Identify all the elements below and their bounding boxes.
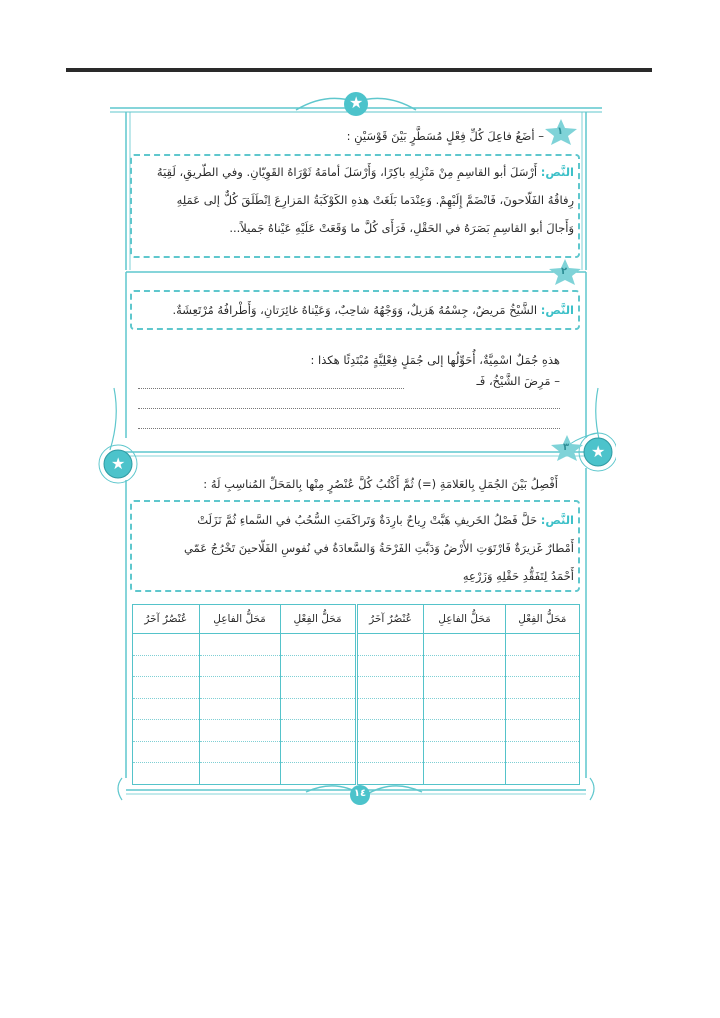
answer-line[interactable] (138, 388, 404, 389)
table-cell[interactable] (199, 677, 280, 699)
exercise-3-number: ٣ (563, 442, 570, 453)
table-cell[interactable] (356, 698, 424, 720)
exercise-1-text-line-2: رِفاقُهُ الفَلّاحونَ، فَانْضَمَّ إِلَيْهِمْ. وَعِنْدَما بَلَغَتْ هذهِ الكَوْكَبَةُ المَزارِعَ اِنْطَلَقَ كُلٌّ إلى عَمَلِهِ (176, 193, 574, 207)
answer-table (132, 604, 580, 785)
table-row (133, 634, 580, 656)
table-cell[interactable] (356, 741, 424, 763)
table-cell[interactable] (133, 741, 200, 763)
exercise-3-text-line-2: أَمْطارٌ غَزيرَةٌ فَارْتَوَتِ الأَرْضُ وَدَبَّتِ الفَرْحَةُ وَالسَّعادَةُ في نُفوسِ الفَلّاحينَ تَخْرُجُ عَمّي (183, 541, 574, 555)
table-cell[interactable] (280, 677, 356, 699)
text-label: النَّص: (540, 165, 574, 179)
table-cell[interactable] (133, 634, 200, 656)
header-other: عُنْصُرٌ آخَرُ (133, 605, 200, 634)
table-cell[interactable] (424, 677, 505, 699)
table-cell[interactable] (133, 720, 200, 742)
table-cell[interactable] (133, 763, 200, 785)
table-cell[interactable] (424, 698, 505, 720)
table-cell[interactable] (280, 634, 356, 656)
table-cell[interactable] (199, 634, 280, 656)
table-cell[interactable] (424, 741, 505, 763)
text-line: حَلَّ فَصْلُ الخَريفِ هَبَّتْ رِياحٌ بارِدَةٌ وَتَراكَمَتِ السُّحُبُ في السَّماءِ ثُمَّ نَزَلَتْ (197, 513, 538, 527)
answer-line[interactable] (138, 408, 560, 409)
answer-line[interactable] (138, 428, 560, 429)
exercise-2-instruction: هذهِ جُمَلٌ اسْمِيَّةٌ، أُحَوِّلُها إلى جُمَلٍ فِعْلِيَّةٍ مُبْتَدِئًا هكذا : (310, 353, 560, 367)
exercise-3-text-line-1 (134, 512, 574, 528)
table-cell[interactable] (199, 698, 280, 720)
table-cell[interactable] (505, 677, 579, 699)
table-cell[interactable] (280, 741, 356, 763)
table-row (133, 763, 580, 785)
table-cell[interactable] (424, 655, 505, 677)
table-cell[interactable] (356, 763, 424, 785)
table-cell[interactable] (199, 720, 280, 742)
header-verb: مَحَلُّ الفِعْلِ (280, 605, 356, 634)
table-cell[interactable] (280, 720, 356, 742)
star-icon: ★ (111, 454, 126, 473)
exercise-1-text-line-1 (134, 164, 574, 180)
table-cell[interactable] (356, 655, 424, 677)
page-number: ١٤ (353, 788, 367, 799)
table-cell[interactable] (356, 720, 424, 742)
table-cell[interactable] (505, 634, 579, 656)
exercise-1-text-line-3: وَأَجالَ أبو القاسِمِ بَصَرَهُ في الحَقْلِ، فَرَأَى كُلَّ ما وَقَعَتْ عَلَيْهِ عَيْناهُ جَميلاً... (229, 221, 574, 235)
table-cell[interactable] (505, 698, 579, 720)
header-other: عُنْصُرٌ آخَرُ (356, 605, 424, 634)
table-cell[interactable] (280, 763, 356, 785)
exercise-2-example: – مَرِضَ الشَّيْخُ، فَـ (476, 374, 560, 388)
star-icon: ★ (349, 93, 364, 112)
table-cell[interactable] (280, 655, 356, 677)
scan-top-rule (66, 68, 652, 72)
exercise-2-number: ٢ (561, 266, 568, 277)
table-cell[interactable] (199, 655, 280, 677)
header-subject: مَحَلُّ الفاعِلِ (199, 605, 280, 634)
table-row (133, 698, 580, 720)
table-cell[interactable] (505, 720, 579, 742)
star-icon: ★ (591, 442, 606, 461)
text-label: النَّص: (540, 513, 574, 527)
table-cell[interactable] (133, 677, 200, 699)
table-cell[interactable] (424, 763, 505, 785)
table-cell[interactable] (356, 634, 424, 656)
exercise-2-text (134, 302, 574, 318)
table-row (133, 677, 580, 699)
table-cell[interactable] (356, 677, 424, 699)
table-cell[interactable] (505, 655, 579, 677)
worksheet-page (96, 88, 616, 818)
text-line: أَرْسَلَ أبو القاسِمِ مِنْ مَنْزِلِهِ باكِرًا، وَأَرْسَلَ أمامَهُ ثَوْرَاهُ القَوِيّانِ. وفي الطّريقِ، لَقِيَهُ (156, 165, 538, 179)
text-line: الشَّيْخُ مَريضٌ، جِسْمُهُ هَزيلٌ، وَوَجْهُهُ شاحِبٌ، وَعَيْناهُ غائِرَتانِ، وَأَطْرافُهُ مُرْتَعِشَةٌ. (172, 303, 538, 317)
exercise-3-text-line-3: أَحْمَدُ لِتَفَقُّدِ حَقْلِهِ وَزَرْعِهِ (462, 569, 574, 583)
header-subject: مَحَلُّ الفاعِلِ (424, 605, 505, 634)
exercise-3-instruction: أَفْصِلُ بَيْنَ الجُمَلِ بِالعَلامَةِ (=) ثُمَّ أَكْتُبُ كُلَّ عُنْصُرٍ مِنْها بِالمَحَلِّ المُناسِبِ لَهُ : (203, 477, 558, 491)
table-row (133, 720, 580, 742)
table-header-row (133, 605, 580, 634)
table-row (133, 741, 580, 763)
table-cell[interactable] (424, 634, 505, 656)
table-cell[interactable] (505, 741, 579, 763)
exercise-1-number: ١ (557, 126, 564, 137)
table-cell[interactable] (505, 763, 579, 785)
table-cell[interactable] (280, 698, 356, 720)
table-cell[interactable] (199, 741, 280, 763)
table-cell[interactable] (424, 720, 505, 742)
text-label: النَّص: (540, 303, 574, 317)
header-verb: مَحَلُّ الفِعْلِ (505, 605, 579, 634)
table-cell[interactable] (133, 655, 200, 677)
table-cell[interactable] (133, 698, 200, 720)
table-row (133, 655, 580, 677)
table-cell[interactable] (199, 763, 280, 785)
exercise-1-instruction: – أضَعُ فاعِلَ كُلِّ فِعْلٍ مُسَطَّرٍ بَيْنَ قَوْسَيْنِ : (346, 129, 544, 143)
